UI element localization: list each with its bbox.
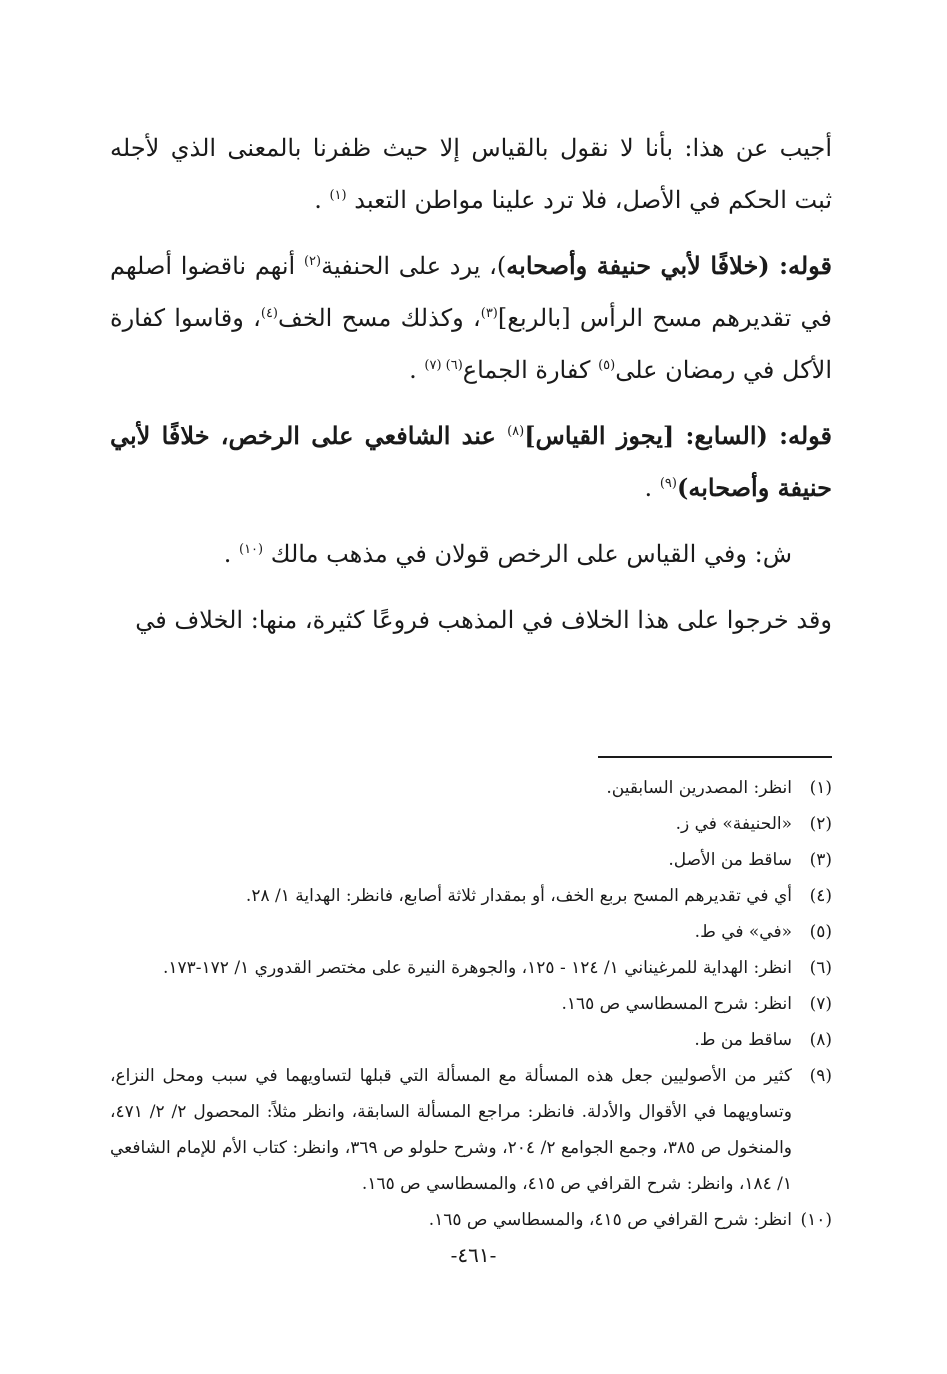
page-body — [110, 122, 833, 1230]
footnote-5: (٥) «في» في ط. — [694, 922, 832, 942]
quoted-text: عند الشافعي على الرخص، خلافًا لأبي حنيفة وأصحابه — [110, 421, 832, 502]
paragraph-4: ش: وفي القياس على الرخص قولان في مذهب مالك $^{(١٠)}$ . — [223, 540, 792, 568]
footnote-ref-5[interactable]: (٥) — [598, 358, 616, 373]
footnote-1: (١) انظر: المصدرين السابقين. — [606, 778, 832, 798]
quoted-text: السابع: [يجوز القياس] — [524, 421, 757, 450]
paragraph-1: أجيب عن هذا: بأنا لا نقول بالقياس إلا حيث ظفرنا بالمعنى الذي لأجله ثبت الحكم في الأصل، فلا ترد علينا مواطن التعبد $^{(١)}$ . — [110, 134, 832, 214]
footnote-8: (٨) ساقط من ط. — [694, 1030, 832, 1050]
paragraph-5: وقد خرجوا على هذا الخلاف في المذهب فروعًا كثيرة، منها: الخلاف في — [135, 606, 832, 634]
footnote-10: (١٠) انظر: شرح القرافي ص ٤١٥، والمسطاسي ص ١٦٥. — [428, 1210, 832, 1230]
page-number: -٤٦١- — [450, 1243, 497, 1267]
footnote-ref-10[interactable]: (١٠) — [239, 542, 264, 557]
footnote-ref-1[interactable]: (١) — [329, 188, 347, 203]
footnote-ref-8[interactable]: (٨) — [507, 424, 525, 439]
footnote-ref-9[interactable]: (٩) — [659, 476, 677, 491]
footnote-ref-4[interactable]: (٤) — [260, 306, 278, 321]
footnote-ref-6-7[interactable]: (٦) (٧) — [424, 358, 463, 373]
quoted-text: خلافًا لأبي حنيفة وأصحابه — [506, 251, 759, 280]
footnote-ref-3[interactable]: (٣) — [480, 306, 498, 321]
footnote-divider — [598, 756, 832, 758]
footnotes — [110, 770, 832, 1238]
footnote-ref-2[interactable]: (٢) — [303, 254, 322, 269]
footnote-6: (٦) انظر: الهداية للمرغيناني ١/ ١٢٤ - ١٢٥، والجوهرة النيرة على مختصر القدوري ١/ ١٧٢-١٧٣. — [162, 958, 832, 978]
footnote-7: (٧) انظر: شرح المسطاسي ص ١٦٥. — [561, 994, 832, 1014]
main-text — [110, 122, 832, 646]
paragraph-2: قوله: (خلافًا لأبي حنيفة وأصحابه)، يرد على الحنفية$^{(٢)}$ أنهم ناقضوا أصلهم في تقديرهم مسح الرأس [بالربع]$^{(٣)}$، وكذلك مسح الخف$^{(٤)}$، وقاسوا كفارة الأكل في رمضان على$^{(٥)}$ كفارة الجماع$^{(٦) (٧)}$ . — [110, 251, 833, 384]
footnote-3: (٣) ساقط من الأصل. — [668, 850, 832, 870]
footnote-2: (٢) «الحنيفة» في ز. — [675, 814, 832, 834]
footnote-9: (٩) كثير من الأصوليين جعل هذه المسألة مع المسألة التي قبلها لتساويهما في سبب ومحل النزاع، وتساويهما في الأقوال والأدلة. فانظر: مراجع المسألة السابقة، وانظر مثلاً: المحصول ٢/ ٢/ ٤٧١، والمنخول ص ٣٨٥، وجمع الجوامع ٢/ ٢٠٤، وشرح حلولو ص ٣٦٩، وانظر: كتاب الأم للإمام الشافعي ١/ ١٨٤، وانظر: شرح القرافي ص ٤١٥، والمسطاسي ص ١٦٥. — [110, 1066, 832, 1194]
paragraph-3: قوله: (السابع: [يجوز القياس]$^{(٨)}$ عند الشافعي على الرخص، خلافًا لأبي حنيفة وأصحابه)$^{(٩)}$ . — [110, 421, 833, 502]
footnote-4: (٤) أي في تقديرهم المسح بربع الخف، أو بمقدار ثلاثة أصابع، فانظر: الهداية ١/ ٢٨. — [245, 886, 832, 906]
